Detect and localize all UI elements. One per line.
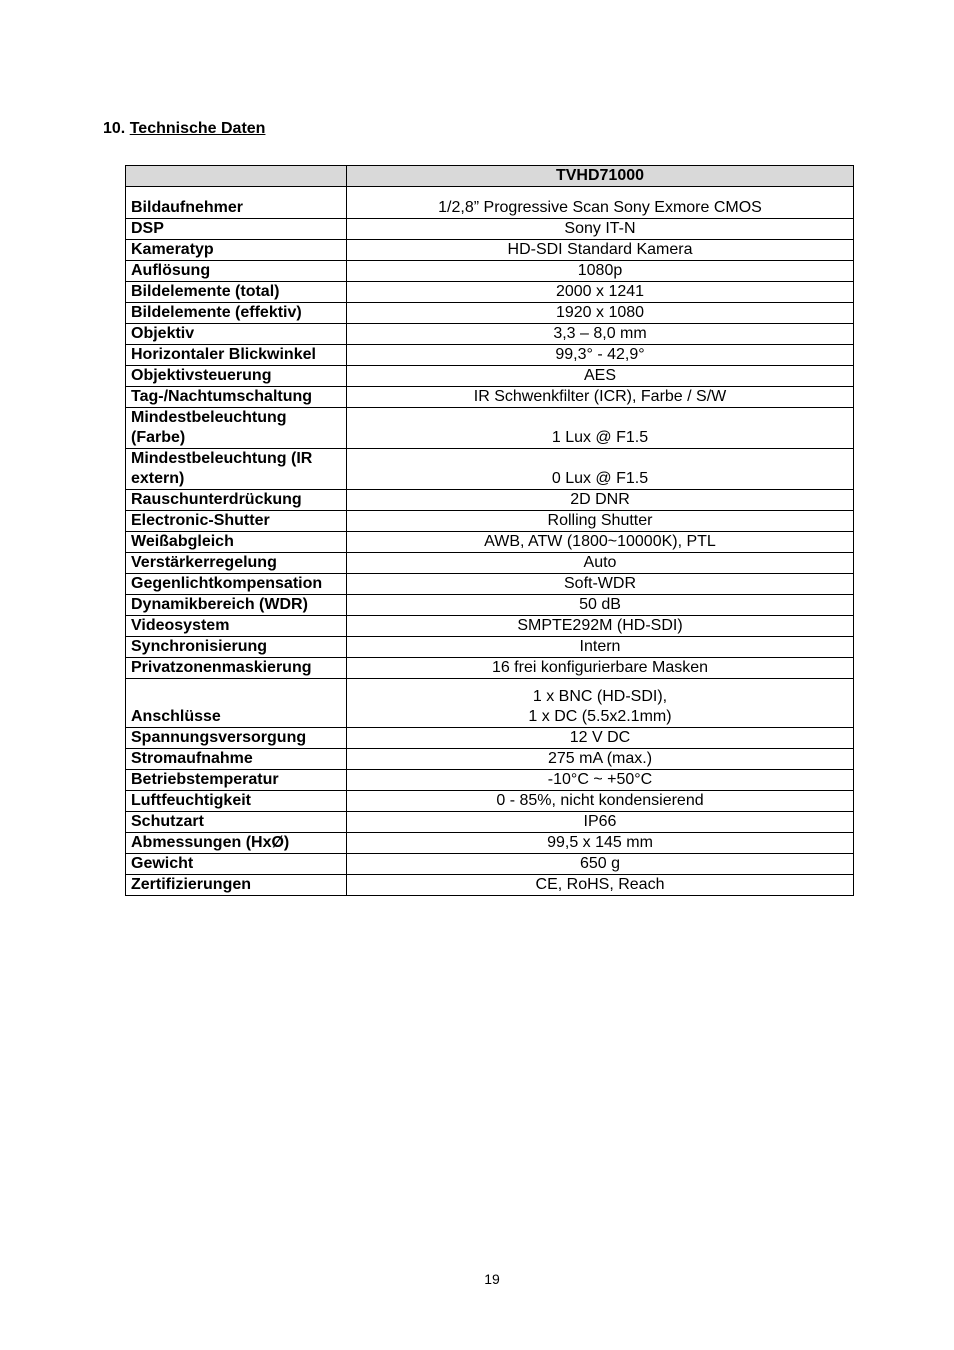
spec-label: Gewicht <box>126 854 347 875</box>
table-row <box>126 812 854 833</box>
table-header-row <box>126 166 854 187</box>
spec-value: 99,5 x 145 mm <box>347 833 854 854</box>
spec-value: 12 V DC <box>347 728 854 749</box>
spec-value: 1/2,8” Progressive Scan Sony Exmore CMOS <box>347 187 854 219</box>
spec-label: Synchronisierung <box>126 637 347 658</box>
spec-value: 99,3° - 42,9° <box>347 345 854 366</box>
spec-label: Luftfeuchtigkeit <box>126 791 347 812</box>
table-row <box>126 490 854 511</box>
spec-label: Privatzonenmaskierung <box>126 658 347 679</box>
section-title: Technische Daten <box>129 120 266 137</box>
spec-value: 1 Lux @ F1.5 <box>347 408 854 449</box>
spec-value-line: 1 x BNC (HD-SDI), <box>532 688 668 705</box>
section-heading <box>103 119 265 139</box>
table-row <box>126 595 854 616</box>
table-row <box>126 637 854 658</box>
header-label-cell <box>126 166 347 187</box>
spec-value: 2000 x 1241 <box>347 282 854 303</box>
header-model-cell: TVHD71000 <box>347 166 854 187</box>
table-row <box>126 366 854 387</box>
table-row <box>126 679 854 728</box>
spec-value: 0 Lux @ F1.5 <box>347 449 854 490</box>
table-row <box>126 187 854 219</box>
table-row <box>126 728 854 749</box>
spec-label: Stromaufnahme <box>126 749 347 770</box>
spec-value: 275 mA (max.) <box>347 749 854 770</box>
spec-label: Schutzart <box>126 812 347 833</box>
spec-value: Intern <box>347 637 854 658</box>
spec-table <box>125 165 854 896</box>
spec-value: -10°C ~ +50°C <box>347 770 854 791</box>
table-row <box>126 770 854 791</box>
spec-label: Electronic-Shutter <box>126 511 347 532</box>
spec-label: Weißabgleich <box>126 532 347 553</box>
table-row <box>126 616 854 637</box>
spec-value: Auto <box>347 553 854 574</box>
spec-label: Auflösung <box>126 261 347 282</box>
spec-value: Rolling Shutter <box>347 511 854 532</box>
spec-label: Anschlüsse <box>126 679 347 728</box>
spec-value <box>347 679 854 728</box>
spec-value: Sony IT-N <box>347 219 854 240</box>
table-row <box>126 240 854 261</box>
spec-label: Dynamikbereich (WDR) <box>126 595 347 616</box>
table-row <box>126 875 854 896</box>
spec-value: CE, RoHS, Reach <box>347 875 854 896</box>
table-row <box>126 553 854 574</box>
spec-label: Tag-/Nachtumschaltung <box>126 387 347 408</box>
spec-value-line: 1 x DC (5.5x2.1mm) <box>528 708 672 725</box>
spec-label: DSP <box>126 219 347 240</box>
table-row <box>126 261 854 282</box>
spec-value: 3,3 – 8,0 mm <box>347 324 854 345</box>
spec-label: Kameratyp <box>126 240 347 261</box>
spec-value: IP66 <box>347 812 854 833</box>
spec-value: 50 dB <box>347 595 854 616</box>
spec-label: Rauschunterdrückung <box>126 490 347 511</box>
table-row <box>126 282 854 303</box>
table-row <box>126 854 854 875</box>
spec-label: Bildelemente (total) <box>126 282 347 303</box>
table-row <box>126 324 854 345</box>
table-row <box>126 658 854 679</box>
spec-label: Mindestbeleuchtung (IR extern) <box>126 449 347 490</box>
spec-label: Objektiv <box>126 324 347 345</box>
spec-value: SMPTE292M (HD-SDI) <box>347 616 854 637</box>
table-row <box>126 387 854 408</box>
spec-label: Objektivsteuerung <box>126 366 347 387</box>
table-row <box>126 345 854 366</box>
spec-value: 2D DNR <box>347 490 854 511</box>
spec-label: Zertifizierungen <box>126 875 347 896</box>
section-number: 10. <box>103 120 126 137</box>
spec-value: HD-SDI Standard Kamera <box>347 240 854 261</box>
spec-label: Videosystem <box>126 616 347 637</box>
spec-value: IR Schwenkfilter (ICR), Farbe / S/W <box>347 387 854 408</box>
spec-label: Spannungsversorgung <box>126 728 347 749</box>
spec-value: 1080p <box>347 261 854 282</box>
spec-value: AES <box>347 366 854 387</box>
page-number: 19 <box>484 1271 500 1287</box>
spec-label: Abmessungen (HxØ) <box>126 833 347 854</box>
spec-value: 0 - 85%, nicht kondensierend <box>347 791 854 812</box>
spec-label: Betriebstemperatur <box>126 770 347 791</box>
table-row <box>126 303 854 324</box>
spec-label: Horizontaler Blickwinkel <box>126 345 347 366</box>
spec-label: Bildaufnehmer <box>126 187 347 219</box>
table-row <box>126 219 854 240</box>
table-row <box>126 449 854 490</box>
table-row <box>126 532 854 553</box>
spec-value: 1920 x 1080 <box>347 303 854 324</box>
spec-value: 16 frei konfigurierbare Masken <box>347 658 854 679</box>
spec-value: AWB, ATW (1800~10000K), PTL <box>347 532 854 553</box>
spec-label: Gegenlichtkompensation <box>126 574 347 595</box>
table-row <box>126 511 854 532</box>
spec-value: Soft-WDR <box>347 574 854 595</box>
spec-value: 650 g <box>347 854 854 875</box>
table-row <box>126 408 854 449</box>
table-row <box>126 749 854 770</box>
spec-label: Mindestbeleuchtung (Farbe) <box>126 408 347 449</box>
spec-label: Bildelemente (effektiv) <box>126 303 347 324</box>
table-row <box>126 791 854 812</box>
spec-label: Verstärkerregelung <box>126 553 347 574</box>
table-row <box>126 574 854 595</box>
table-row <box>126 833 854 854</box>
